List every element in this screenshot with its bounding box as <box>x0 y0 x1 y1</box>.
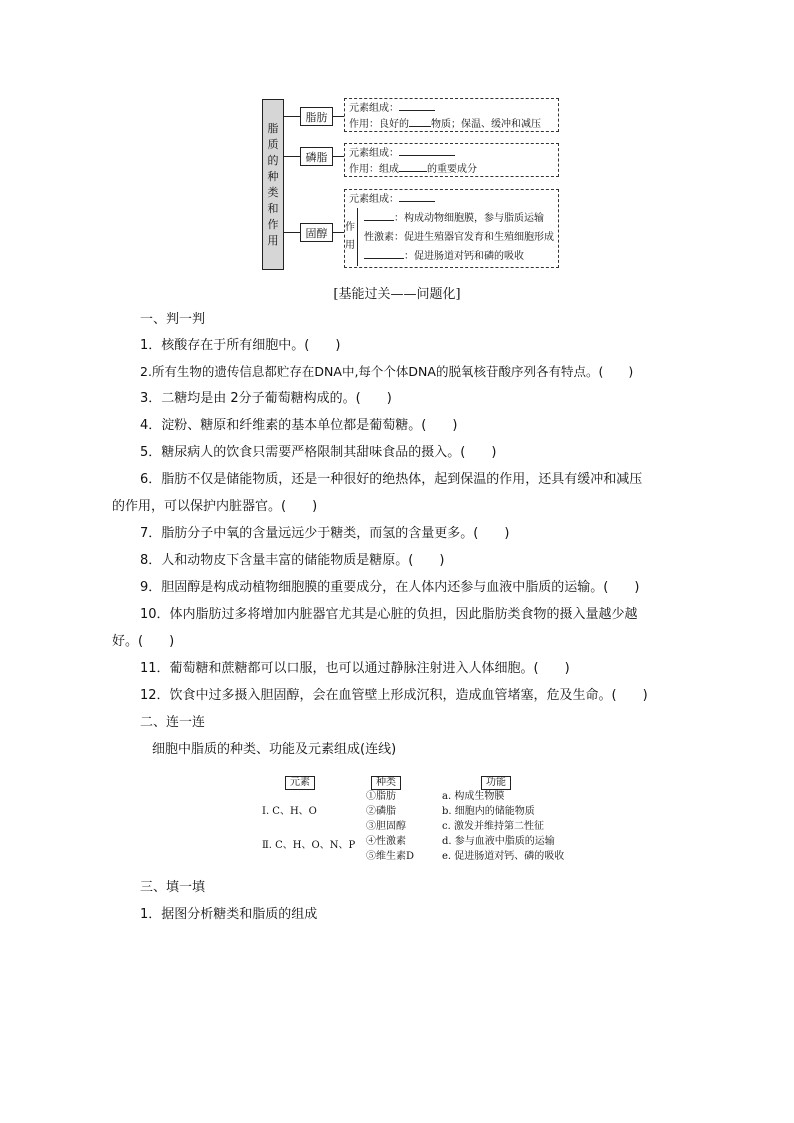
title-char: 用 <box>267 233 279 247</box>
answer-blank <box>399 100 435 111</box>
elements-header: 元素 <box>285 776 315 790</box>
title-char: 作 <box>267 217 279 231</box>
title-char: 和 <box>267 201 279 215</box>
function-option: b. 细胞内的储能物质 <box>442 806 535 817</box>
title-char: 脂 <box>267 121 279 135</box>
sterol-function-2: 性激素：促进生殖器官发育和生殖细胞形成 <box>364 232 554 243</box>
answer-blank <box>399 145 455 156</box>
question-8: 8．人和动物皮下含量丰富的储能物质是糖原。( ) <box>140 553 445 568</box>
type-option: ③胆固醇 <box>366 821 406 832</box>
phospholipid-label-box <box>300 147 333 166</box>
section3-title: 三、填一填 <box>140 880 206 895</box>
function-option: c. 激发并维持第二性征 <box>442 821 544 832</box>
fat-function-prefix: 作用：良好的 <box>349 119 409 130</box>
answer-blank <box>364 210 394 221</box>
sterol-label: 固醇 <box>305 226 328 240</box>
lipid-types-vertical-title <box>262 99 284 270</box>
type-option: ①脂肪 <box>366 791 396 802</box>
fat-element-label: 元素组成： <box>349 103 399 114</box>
question-3: 3．二糖均是由 2分子葡萄糖构成的。( ) <box>140 391 392 406</box>
sterol-function-list <box>364 209 554 266</box>
title-char: 的 <box>267 153 279 167</box>
question-6: 6．脂肪不仅是储能物质，还是一种很好的绝热体，起到保温的作用，还具有缓冲和减压 <box>140 472 643 487</box>
phospholipid-element-label: 元素组成： <box>349 148 399 159</box>
phospholipid-label: 磷脂 <box>305 150 328 164</box>
question-5: 5．糖尿病人的饮食只需要严格限制其甜味食品的摄入。( ) <box>140 445 497 460</box>
element-option-1: Ⅰ. C、H、O <box>262 806 317 817</box>
connector-line <box>284 232 300 233</box>
question-7: 7．脂肪分子中氧的含量远远少于糖类，而氢的含量更多。( ) <box>140 526 510 541</box>
functions-list <box>442 789 564 864</box>
section1-title: 一、判一判 <box>140 312 206 327</box>
question-4: 4．淀粉、糖原和纤维素的基本单位都是葡萄糖。( ) <box>140 418 458 433</box>
question-10: 10．体内脂肪过多将增加内脏器官尤其是心脏的负担，因此脂肪类食物的摄入量越少越 <box>140 607 638 622</box>
connector-line <box>332 116 344 117</box>
functions-header: 功能 <box>481 776 511 790</box>
fat-label: 脂肪 <box>305 110 328 124</box>
question-6-cont: 的作用，可以保护内脏器官。( ) <box>112 499 318 514</box>
zuoyong-char: 用 <box>345 240 355 251</box>
connector-line <box>332 156 344 157</box>
question-2: 2.所有生物的遗传信息都贮存在DNA中,每个个体DNA的脱氧核苷酸序列各有特点。( ) <box>140 364 634 379</box>
fat-detail-box <box>344 98 559 132</box>
section2-title: 二、连一连 <box>140 715 206 730</box>
sterol-element-label: 元素组成： <box>349 194 399 205</box>
question-1: 1．核酸存在于所有细胞中。( ) <box>140 338 341 353</box>
types-header: 种类 <box>371 776 401 790</box>
connector-line <box>284 156 300 157</box>
phospholipid-detail-box <box>344 143 559 177</box>
phospholipid-function-suffix: 的重要成分 <box>427 164 477 175</box>
question-10-cont: 好。( ) <box>112 634 175 649</box>
section3-item-1: 1．据图分析糖类和脂质的组成 <box>140 907 318 922</box>
answer-blank <box>399 191 435 202</box>
function-option: d. 参与血液中脂质的运输 <box>442 836 555 847</box>
sterol-function-1: ：构成动物细胞膜，参与脂质运输 <box>394 213 544 224</box>
zuoyong-char: 作 <box>345 222 355 233</box>
section2-subtitle: 细胞中脂质的种类、功能及元素组成(连线) <box>152 742 397 757</box>
function-option: a. 构成生物膜 <box>442 791 505 802</box>
phospholipid-function-prefix: 作用：组成 <box>349 164 399 175</box>
question-12: 12．饮食中过多摄入胆固醇，会在血管壁上形成沉积，造成血管堵塞，危及生命。( ) <box>140 688 648 703</box>
title-char: 质 <box>267 137 279 151</box>
answer-blank <box>409 116 431 127</box>
fat-function-suffix: 物质；保温、缓冲和减压 <box>431 119 541 130</box>
type-option: ④性激素 <box>366 836 406 847</box>
type-option: ⑤维生素D <box>366 851 415 862</box>
sterol-label-box <box>300 223 333 242</box>
title-char: 种 <box>267 169 279 183</box>
question-9: 9．胆固醇是构成动植物细胞膜的重要成分，在人体内还参与血液中脂质的运输。( ) <box>140 580 640 595</box>
sterol-function-3: ：促进肠道对钙和磷的吸收 <box>404 251 524 262</box>
answer-blank <box>399 161 427 172</box>
answer-blank <box>364 248 404 259</box>
sterol-function-bracket <box>343 208 358 266</box>
fat-label-box <box>300 107 333 126</box>
function-option: e. 促进肠道对钙、磷的吸收 <box>442 851 565 862</box>
question-11: 11．葡萄糖和蔗糖都可以口服，也可以通过静脉注射进入人体细胞。( ) <box>140 661 570 676</box>
connector-line <box>284 116 300 117</box>
title-char: 类 <box>267 185 279 199</box>
types-list <box>366 789 414 864</box>
element-option-2: Ⅱ. C、H、O、N、P <box>262 840 356 851</box>
section-caption: [基能过关——问题化] <box>333 287 461 302</box>
type-option: ②磷脂 <box>366 806 396 817</box>
